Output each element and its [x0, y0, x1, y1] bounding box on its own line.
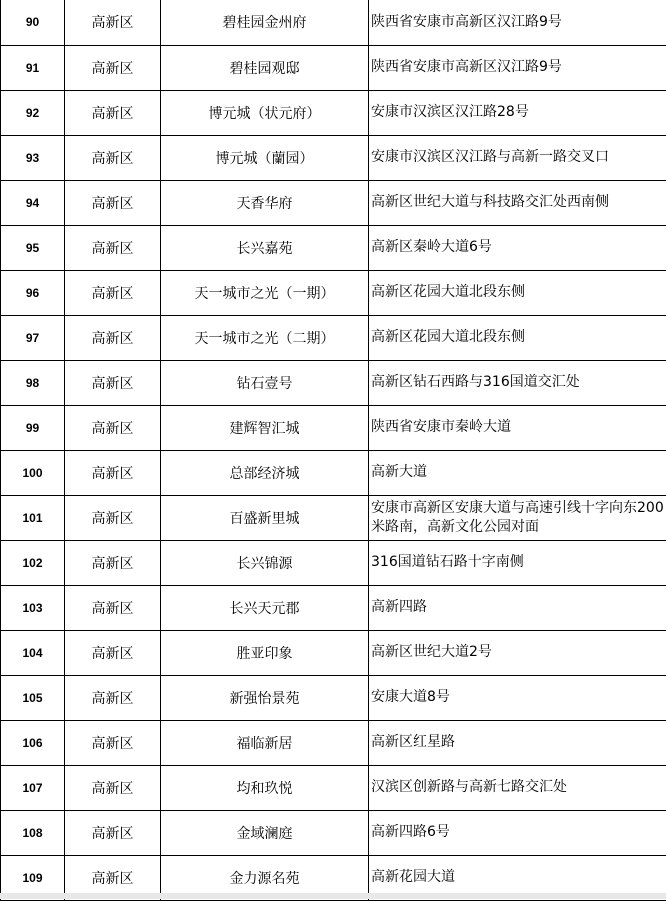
district-cell: 高新区	[65, 405, 161, 450]
address-cell: 陕西省安康市秦岭大道	[369, 405, 666, 450]
district-cell: 高新区	[65, 135, 161, 180]
district-cell: 高新区	[65, 0, 161, 45]
district-cell: 高新区	[65, 45, 161, 90]
project-name-cell: 金域澜庭	[161, 810, 369, 855]
table-row	[1, 810, 666, 855]
project-name-cell: 胜亚印象	[161, 630, 369, 675]
table-row	[1, 495, 666, 540]
table-body	[1, 0, 666, 900]
project-name-cell: 百盛新里城	[161, 495, 369, 540]
project-name-cell: 天香华府	[161, 180, 369, 225]
row-number-cell: 109	[1, 855, 65, 900]
table-row	[1, 450, 666, 495]
table-row	[1, 540, 666, 585]
table-row	[1, 315, 666, 360]
address-cell: 高新区世纪大道2号	[369, 630, 666, 675]
district-cell: 高新区	[65, 315, 161, 360]
table-row	[1, 0, 666, 45]
row-number-cell: 103	[1, 585, 65, 630]
district-cell: 高新区	[65, 630, 161, 675]
table-row	[1, 45, 666, 90]
row-number-cell: 97	[1, 315, 65, 360]
address-cell: 高新区红星路	[369, 720, 666, 765]
table-row	[1, 630, 666, 675]
row-number-cell: 95	[1, 225, 65, 270]
table-row	[1, 180, 666, 225]
project-name-cell: 碧桂园金州府	[161, 0, 369, 45]
district-cell: 高新区	[65, 495, 161, 540]
district-cell: 高新区	[65, 90, 161, 135]
table-row	[1, 765, 666, 810]
table-row	[1, 405, 666, 450]
row-number-cell: 105	[1, 675, 65, 720]
row-number-cell: 91	[1, 45, 65, 90]
row-number-cell: 101	[1, 495, 65, 540]
address-cell: 高新花园大道	[369, 855, 666, 900]
table-row	[1, 135, 666, 180]
row-number-cell: 94	[1, 180, 65, 225]
district-cell: 高新区	[65, 675, 161, 720]
row-number-cell: 99	[1, 405, 65, 450]
project-name-cell: 均和玖悦	[161, 765, 369, 810]
address-cell: 安康大道8号	[369, 675, 666, 720]
address-cell: 高新区花园大道北段东侧	[369, 270, 666, 315]
address-cell: 安康市高新区安康大道与高速引线十字向东200米路南，高新文化公园对面	[369, 495, 666, 540]
address-cell: 316国道钻石路十字南侧	[369, 540, 666, 585]
project-name-cell: 天一城市之光（二期）	[161, 315, 369, 360]
district-cell: 高新区	[65, 450, 161, 495]
row-number-cell: 96	[1, 270, 65, 315]
address-cell: 高新区世纪大道与科技路交汇处西南侧	[369, 180, 666, 225]
address-cell: 高新大道	[369, 450, 666, 495]
row-number-cell: 102	[1, 540, 65, 585]
row-number-cell: 98	[1, 360, 65, 405]
table-row	[1, 90, 666, 135]
project-name-cell: 长兴天元郡	[161, 585, 369, 630]
address-cell: 高新四路	[369, 585, 666, 630]
district-cell: 高新区	[65, 540, 161, 585]
district-cell: 高新区	[65, 270, 161, 315]
row-number-cell: 108	[1, 810, 65, 855]
address-cell: 高新四路6号	[369, 810, 666, 855]
district-cell: 高新区	[65, 855, 161, 900]
district-cell: 高新区	[65, 360, 161, 405]
project-name-cell: 金力源名苑	[161, 855, 369, 900]
row-number-cell: 90	[1, 0, 65, 45]
row-number-cell: 93	[1, 135, 65, 180]
table-row	[1, 720, 666, 765]
district-cell: 高新区	[65, 225, 161, 270]
project-name-cell: 新强怡景苑	[161, 675, 369, 720]
district-cell: 高新区	[65, 180, 161, 225]
table-row	[1, 360, 666, 405]
row-number-cell: 107	[1, 765, 65, 810]
table-row	[1, 585, 666, 630]
project-name-cell: 钻石壹号	[161, 360, 369, 405]
address-cell: 高新区钻石西路与316国道交汇处	[369, 360, 666, 405]
row-number-cell: 106	[1, 720, 65, 765]
address-cell: 安康市汉滨区汉江路28号	[369, 90, 666, 135]
address-cell: 汉滨区创新路与高新七路交汇处	[369, 765, 666, 810]
row-number-cell: 92	[1, 90, 65, 135]
project-name-cell: 博元城（状元府）	[161, 90, 369, 135]
page-bottom-edge	[0, 893, 666, 899]
project-name-cell: 总部经济城	[161, 450, 369, 495]
project-name-cell: 长兴锦源	[161, 540, 369, 585]
table-row	[1, 225, 666, 270]
row-number-cell: 100	[1, 450, 65, 495]
district-cell: 高新区	[65, 585, 161, 630]
table-row	[1, 675, 666, 720]
project-name-cell: 长兴嘉苑	[161, 225, 369, 270]
project-name-cell: 天一城市之光（一期）	[161, 270, 369, 315]
address-cell: 安康市汉滨区汉江路与高新一路交叉口	[369, 135, 666, 180]
table-row	[1, 270, 666, 315]
project-name-cell: 碧桂园观邸	[161, 45, 369, 90]
district-cell: 高新区	[65, 765, 161, 810]
district-cell: 高新区	[65, 720, 161, 765]
project-name-cell: 建辉智汇城	[161, 405, 369, 450]
district-cell: 高新区	[65, 810, 161, 855]
row-number-cell: 104	[1, 630, 65, 675]
project-name-cell: 福临新居	[161, 720, 369, 765]
project-name-cell: 博元城（蘭园）	[161, 135, 369, 180]
address-cell: 高新区花园大道北段东侧	[369, 315, 666, 360]
address-cell: 陕西省安康市高新区汉江路9号	[369, 0, 666, 45]
address-cell: 高新区秦岭大道6号	[369, 225, 666, 270]
address-cell: 陕西省安康市高新区汉江路9号	[369, 45, 666, 90]
